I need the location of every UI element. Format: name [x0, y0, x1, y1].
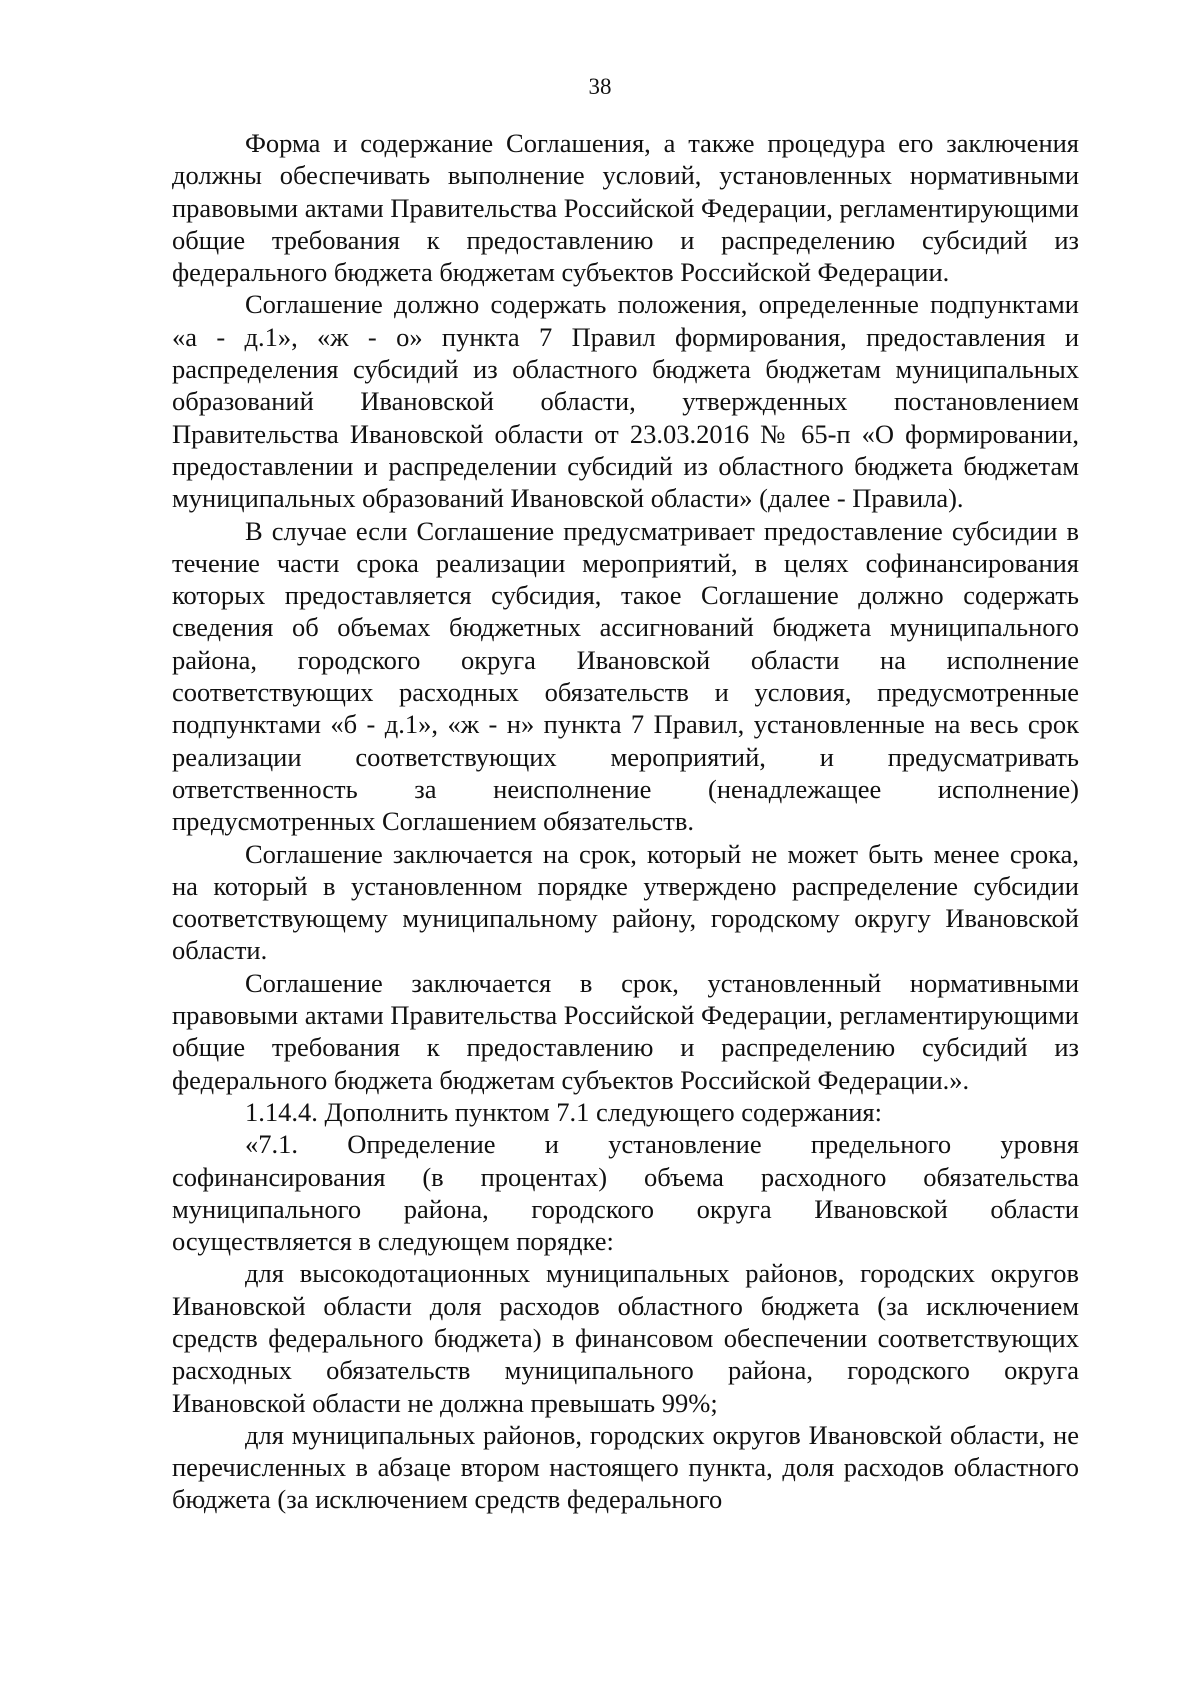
paragraph-agreement-term: Соглашение заключается на срок, который не может быть менее срока, на который в установленном порядке утверждено распределение субсидии соответствующему муниципальному району, городскому округу Ивановской области. [172, 838, 1079, 966]
paragraph-partial-term-case: В случае если Соглашение предусматривает предоставление субсидии в течение части срока реализации мероприятий, в целях софинансирования которых предоставляется субсидия, такое Соглашение должно содержать сведения об объемах бюджетных ассигнований бюджета муниципального района, городского округа Ивановской области на исполнение соответствующих расходных обязательств и условия, предусмотренные подпунктами «б - д.1», «ж - н» пункта 7 Правил, установленные на весь срок реализации соответствующих мероприятий, и предусматривать ответственность за неисполнение (ненадлежащее исполнение) предусмотренных Соглашением обязательств. [172, 515, 1079, 837]
paragraph-agreement-provisions: Соглашение должно содержать положения, определенные подпунктами «а - д.1», «ж - о» пункта 7 Правил формирования, предоставления и распределения субсидий из областного бюджета бюджетам муниципальных образований Ивановской области, утвержденных постановлением Правительства Ивановской области от 23.03.2016 № 65-п «О формировании, предоставлении и распределении субсидий из областного бюджета бюджетам муниципальных образований Ивановской области» (далее - Правила). [172, 289, 1079, 514]
paragraph-form-and-content: Форма и содержание Соглашения, а также процедура его заключения должны обеспечивать выполнение условий, установленных нормативными правовыми актами Правительства Российской Федерации, регламентирующими общие требования к предоставлению и распределению субсидий из федерального бюджета бюджетам субъектов Российской Федерации. [172, 128, 1079, 288]
paragraph-item-1-14-4: 1.14.4. Дополнить пунктом 7.1 следующего содержания: [245, 1096, 882, 1127]
paragraph-high-subsidy-districts: для высокодотационных муниципальных районов, городских округов Ивановской области доля расходов областного бюджета (за исключением средств федерального бюджета) в финансовом обеспечении соответствующих расходных обязательств муниципального района, городского округа Ивановской области не должна превышать 99%; [172, 1258, 1079, 1418]
page-number: 38 [588, 74, 612, 99]
document-body [172, 127, 1079, 1516]
paragraph-item-7-1: «7.1. Определение и установление предельного уровня софинансирования (в процентах) объема расходного обязательства муниципального района, городского округа Ивановской области осуществляется в следующем порядке: [172, 1129, 1079, 1257]
paragraph-other-districts: для муниципальных районов, городских округов Ивановской области, не перечисленных в абзаце втором настоящего пункта, доля расходов областного бюджета (за исключением средств федерального [172, 1419, 1079, 1515]
paragraph-agreement-deadline: Соглашение заключается в срок, установленный нормативными правовыми актами Правительства Российской Федерации, регламентирующими общие требования к предоставлению и распределению субсидий из федерального бюджета бюджетам субъектов Российской Федерации.». [172, 967, 1079, 1095]
